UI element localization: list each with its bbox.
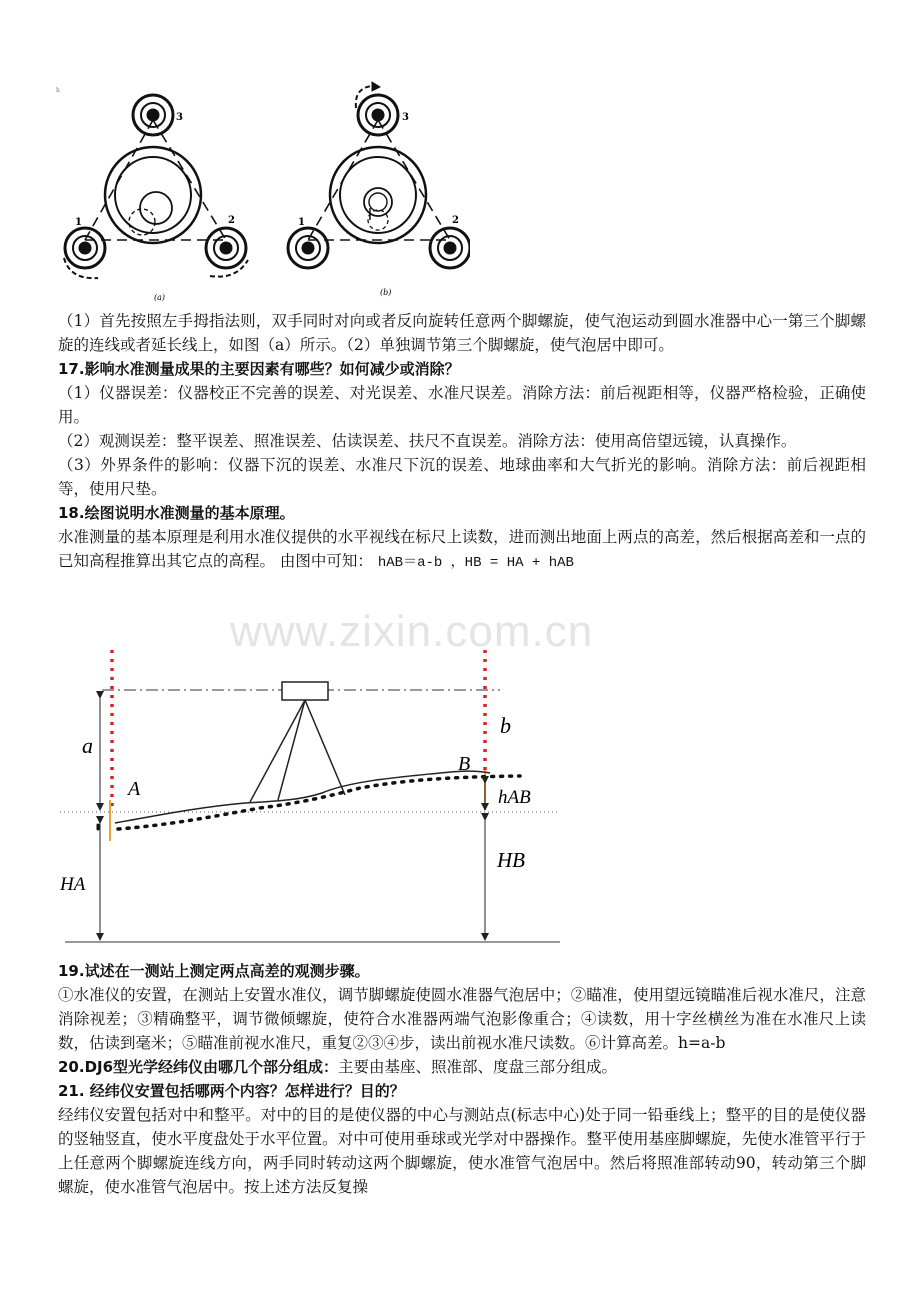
ground-surface [115, 771, 490, 823]
foot-screw-3-a [133, 95, 173, 135]
label-a: a [82, 733, 93, 758]
caption-b: (b) [380, 288, 392, 297]
foot-screw-2-a [206, 228, 246, 268]
caption-a: (a) [154, 293, 166, 302]
label-A: A [128, 778, 141, 800]
screw-number-3b: 3 [402, 112, 409, 123]
diagram-a [64, 95, 248, 278]
q17-item-3: （3）外界条件的影响：仪器下沉的误差、水准尺下沉的误差、地球曲率和大气折光的影响。消除方法：前后视距相等，使用尺垫。 [58, 456, 866, 498]
screw-number-2b: 2 [452, 215, 459, 226]
tripod-leg-1 [250, 700, 305, 802]
label-b: b [500, 713, 511, 738]
question-19-title: 19.试述在一测站上测定两点高差的观测步骤。 [58, 962, 370, 980]
watermark: www.zixin.com.cn [230, 607, 594, 656]
text-section-1 [58, 309, 866, 575]
q20-line [58, 1055, 866, 1079]
label-HB: HB [497, 848, 525, 872]
foot-screw-3-b [358, 95, 398, 135]
tripod-leg-3 [305, 700, 345, 795]
level-instrument [282, 682, 328, 700]
screw-number-3a: 3 [176, 112, 183, 123]
leveling-principle-figure [60, 645, 565, 950]
q19-answer: ①水准仪的安置，在测站上安置水准仪，调节脚螺旋使圆水准器气泡居中；②瞄准，使用望远镜瞄准后视水准尺，注意消除视差；③精确整平，调节微倾螺旋，使符合水准器两端气泡影像重合；④读数，用十字丝横丝为准在水准尺上读数，估读到毫米；⑤瞄准前视水准尺，重复②③④步，读出前视水准尺读数。⑥计算高差。h=a-b [58, 986, 866, 1052]
screw-number-2a: 2 [228, 215, 235, 226]
q17-item-2: （2）观测误差：整平误差、照准误差、估读误差、扶尺不直误差。消除方法：使用高倍望远镜，认真操作。 [58, 432, 797, 450]
q18-answer [58, 525, 866, 575]
foot-screw-2-b [430, 228, 470, 268]
ground-dots [118, 776, 520, 829]
q18-formula: hAB＝a-b ，HB = HA + hAB [377, 555, 574, 571]
question-17-title: 17.影响水准测量成果的主要因素有哪些？如何减少或消除？ [58, 360, 460, 378]
question-21-title: 21. 经纬仪安置包括哪两个内容？怎样进行？目的？ [58, 1082, 405, 1100]
text-section-2 [58, 959, 866, 1199]
q18-body: 水准测量的基本原理是利用水准仪提供的水平视线在标尺上读数，进而测出地面上两点的高差，然后根据高差和一点的已知高程推算出其它点的高程。 由图中可知： [58, 528, 866, 570]
tripod-leg-2 [278, 700, 305, 800]
para-16-answer: （1）首先按照左手拇指法则，双手同时对向或者反向旋转任意两个脚螺旋，使气泡运动到圆水准器中心一第三个脚螺旋的连线或者延长线上，如图（a）所示。（2）单独调节第三个脚螺旋，使气泡居中即可。 [58, 312, 866, 354]
q20-answer: 主要由基座、照准部、度盘三部分组成。 [338, 1058, 618, 1076]
label-HA: HA [60, 874, 86, 895]
diagram-b [288, 82, 470, 268]
question-20-title: 20.DJ6型光学经纬仪由哪几个部分组成： [58, 1058, 339, 1076]
foot-screw-leveling-figure [50, 80, 470, 305]
q17-item-1: （1）仪器误差：仪器校正不完善的误差、对光误差、水准尺误差。消除方法：前后视距相等，仪器严格检验，正确使用。 [58, 384, 866, 426]
foot-screw-1-b [288, 228, 328, 268]
q21-answer: 经纬仪安置包括对中和整平。对中的目的是使仪器的中心与测站点(标志中心)处于同一铅垂线上；整平的目的是使仪器的竖轴竖直，使水平度盘处于水平位置。对中可使用垂球或光学对中器操作。整平使用基座脚螺旋，先使水准管平行于上任意两个脚螺旋连线方向，两手同时转动这两个脚螺旋，使水准管气泡居中。然后将照准部转动90，转动第三个脚螺旋，使水准管气泡居中。按上述方法反复操 [58, 1106, 866, 1196]
label-B: B [458, 753, 471, 775]
screw-number-1b: 1 [298, 217, 305, 228]
foot-screw-1-a [65, 228, 105, 268]
screw-number-1a: 1 [75, 217, 82, 228]
tiny-mark: h [56, 87, 60, 94]
question-18-title: 18.绘图说明水准测量的基本原理。 [58, 504, 295, 522]
label-hAB: hAB [498, 787, 531, 808]
